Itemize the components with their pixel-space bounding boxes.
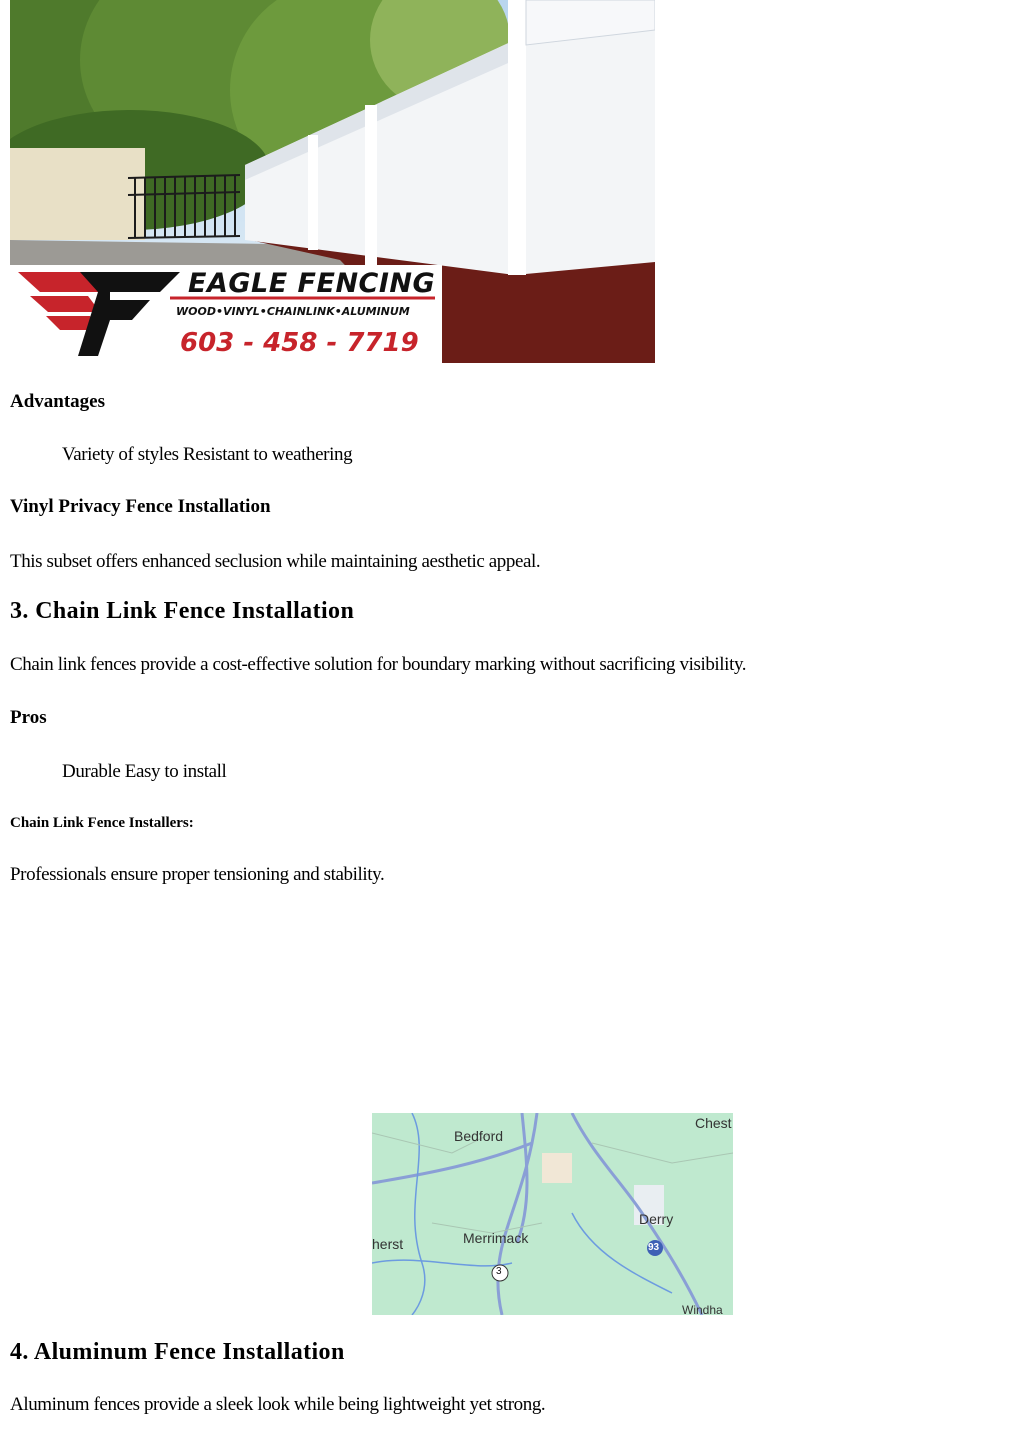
- pros-heading: Pros: [10, 707, 47, 728]
- brand-tagline: WOOD•VINYL•CHAINLINK•ALUMINUM: [176, 305, 410, 318]
- map-label-derry: Derry: [639, 1211, 674, 1227]
- brand-phone: 603 - 458 - 7719: [180, 328, 419, 358]
- hero-image: [10, 0, 655, 363]
- map-label-interstate-93: 93: [648, 1242, 660, 1253]
- vinyl-privacy-heading: Vinyl Privacy Fence Installation: [10, 496, 271, 517]
- chain-link-text: Chain link fences provide a cost-effective solution for boundary marking without sacrificing visibility.: [10, 654, 747, 675]
- brand-name: EAGLE FENCING: [188, 268, 436, 299]
- aluminum-heading: 4. Aluminum Fence Installation: [10, 1339, 345, 1365]
- map-label-amherst: herst: [372, 1236, 404, 1252]
- pros-list: Durable Easy to install: [62, 761, 227, 782]
- advantages-list: Variety of styles Resistant to weathering: [62, 444, 353, 465]
- map-label-bedford: Bedford: [454, 1128, 504, 1144]
- area-map[interactable]: [372, 1113, 733, 1315]
- installers-heading: Chain Link Fence Installers:: [10, 815, 194, 831]
- aluminum-text: Aluminum fences provide a sleek look while being lightweight yet strong.: [10, 1394, 546, 1415]
- map-label-route-3: 3: [496, 1266, 502, 1277]
- advantages-heading: Advantages: [10, 391, 106, 412]
- map-label-merrimack: Merrimack: [463, 1230, 529, 1246]
- map-graphic: [372, 1113, 733, 1315]
- map-label-chester: Chest: [695, 1115, 732, 1131]
- vinyl-privacy-text: This subset offers enhanced seclusion while maintaining aesthetic appeal.: [10, 551, 541, 572]
- chain-link-heading: 3. Chain Link Fence Installation: [10, 598, 355, 624]
- map-label-windham: Windha: [682, 1303, 723, 1315]
- installers-text: Professionals ensure proper tensioning and stability.: [10, 864, 385, 885]
